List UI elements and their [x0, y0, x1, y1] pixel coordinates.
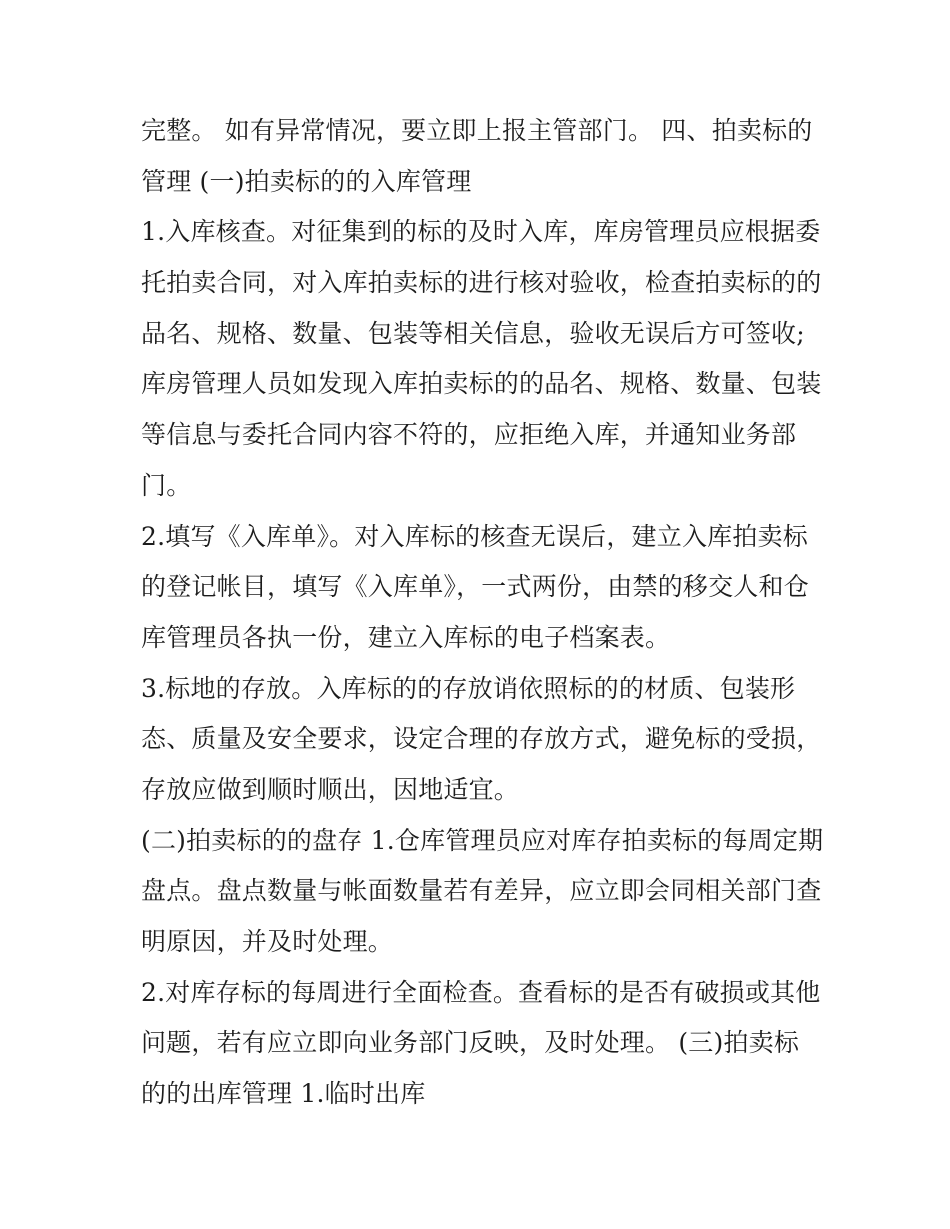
document-body — [141, 106, 831, 1120]
paragraph-intake-check — [141, 207, 831, 511]
text-line: 库管理员各执一份，建立入库标的电子档案表。 — [141, 622, 671, 652]
text-line: 存放应做到顺时顺出，因地适宜。 — [141, 774, 520, 804]
text-line: 的登记帐目，填写《入库单》，一式两份，由禁的移交人和仓 — [141, 572, 809, 602]
paragraph-weekly-check — [141, 968, 831, 1120]
text-line: 2.填写《入库单》。对入库标的核查无误后，建立入库拍卖标 — [141, 521, 808, 551]
text-line: 盘点。盘点数量与帐面数量若有差异，应立即会同相关部门查 — [141, 876, 822, 906]
paragraph-inventory — [141, 816, 831, 968]
text-line: 管理 (一)拍卖标的的入库管理 — [141, 166, 472, 196]
text-line: 3.标地的存放。入库标的的存放诮依照标的的材质、包装形 — [141, 673, 796, 703]
text-line: 托拍卖合同，对入库拍卖标的进行核对验收，检查拍卖标的的 — [141, 268, 822, 298]
text-line: 的的出库管理 1.临时出库 — [141, 1079, 426, 1109]
text-line: 等信息与委托合同内容不符的，应拒绝入库，并通知业务部 — [141, 420, 797, 450]
text-line: 态、质量及安全要求，设定合理的存放方式，避免标的受损， — [141, 724, 822, 754]
paragraph-intake-form — [141, 512, 831, 664]
text-line: 门。 — [141, 470, 192, 500]
paragraph-storage — [141, 664, 831, 816]
paragraph-inspection-intro — [141, 106, 831, 207]
text-line: 问题，若有应立即向业务部门反映，及时处理。 (三)拍卖标 — [141, 1028, 800, 1058]
text-line: 品名、规格、数量、包装等相关信息，验收无误后方可签收; — [141, 318, 805, 348]
text-line: 明原因，并及时处理。 — [141, 927, 394, 956]
text-line: 完整。 如有异常情况，要立即上报主管部门。 四、拍卖标的 — [141, 116, 813, 145]
text-line: 库房管理人员如发现入库拍卖标的的品名、规格、数量、包装 — [141, 369, 822, 399]
text-line: (二)拍卖标的的盘存 1.仓库管理员应对库存拍卖标的每周定期 — [141, 825, 824, 855]
text-line: 1.入库核查。对征集到的标的及时入库，库房管理员应根据委 — [141, 217, 821, 247]
text-line: 2.对库存标的每周进行全面检查。查看标的是否有破损或其他 — [141, 977, 821, 1007]
